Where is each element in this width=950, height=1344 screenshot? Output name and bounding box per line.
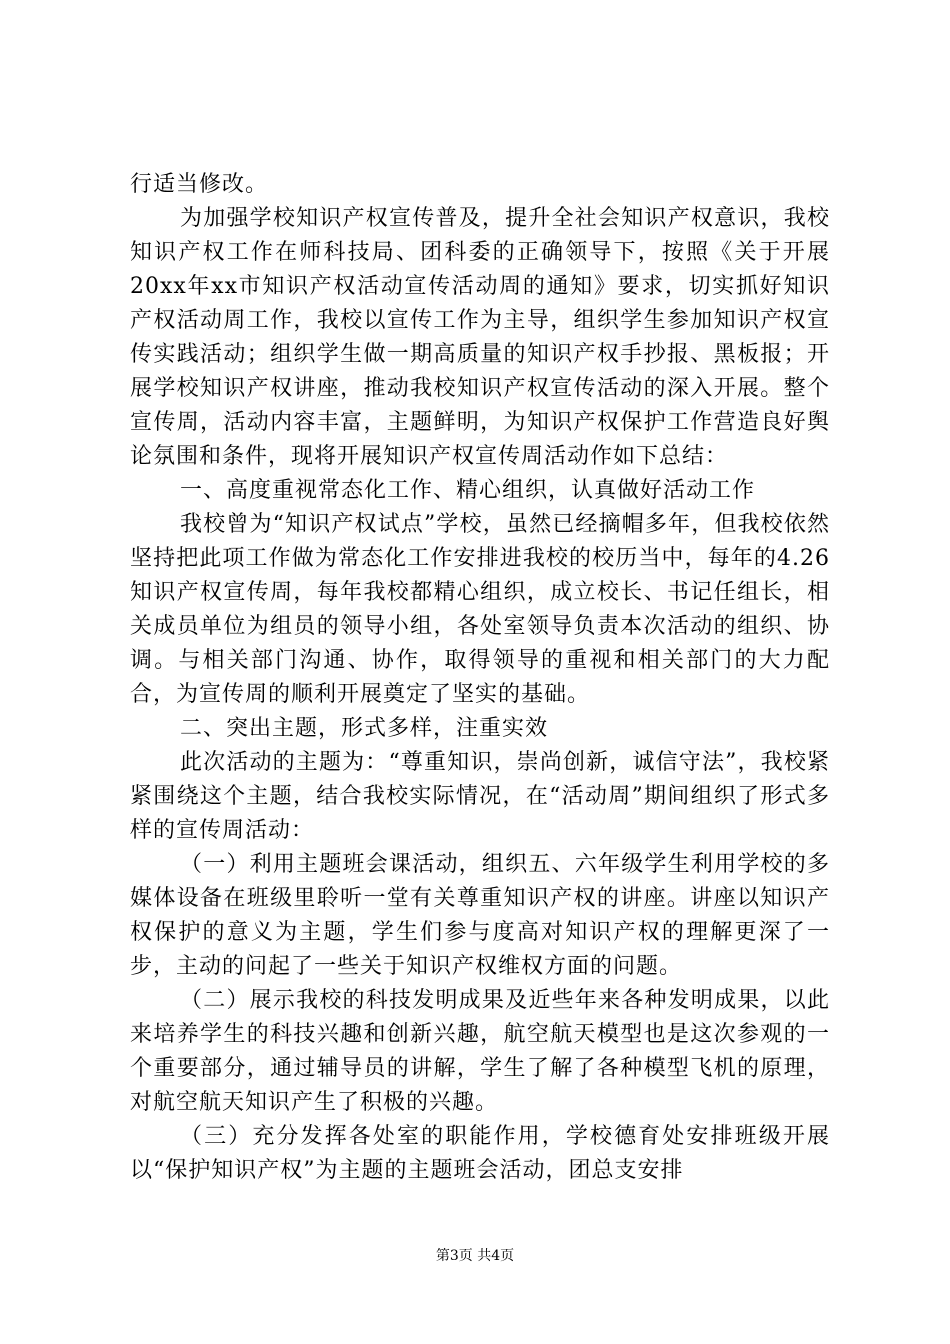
paragraph-item-3: （三）充分发挥各处室的职能作用，学校德育处安排班级开展以“保护知识产权”为主题的主题班会活动，团总支安排	[130, 1124, 830, 1183]
page-number: 第3页 共4页	[435, 1248, 515, 1264]
paragraph-theme: 此次活动的主题为：“尊重知识，崇尚创新，诚信守法”，我校紧紧围绕这个主题，结合我校实际情况，在“活动周”期间组织了形式多样的宣传周活动：	[130, 750, 830, 843]
section-heading-2: 二、突出主题，形式多样，注重实效	[180, 716, 549, 741]
paragraph-section-1: 我校曾为“知识产权试点”学校，虽然已经摘帽多年，但我校依然坚持把此项工作做为常态化工作安排进我校的校历当中，每年的4.26知识产权宣传周，每年我校都精心组织，成立校长、书记任组长，相关成员单位为组员的领导小组，各处室领导负责本次活动的组织、协调。与相关部门沟通、协作，取得领导的重视和相关部门的大力配合，为宣传周的顺利开展奠定了坚实的基础。	[130, 512, 830, 707]
paragraph-item-1: （一）利用主题班会课活动，组织五、六年级学生利用学校的多媒体设备在班级里聆听一堂有关尊重知识产权的讲座。讲座以知识产权保护的意义为主题，学生们参与度高对知识产权的理解更深了一步，主动的问起了一些关于知识产权维权方面的问题。	[130, 852, 830, 979]
document-body	[130, 168, 830, 1188]
paragraph-introduction: 为加强学校知识产权宣传普及，提升全社会知识产权意识，我校知识产权工作在师科技局、团科委的正确领导下，按照《关于开展20xx年xx市知识产权活动宣传活动周的通知》要求，切实抓好知识产权活动周工作，我校以宣传工作为主导，组织学生参加知识产权宣传实践活动；组织学生做一期高质量的知识产权手抄报、黑板报；开展学校知识产权讲座，推动我校知识产权宣传活动的深入开展。整个宣传周，活动内容丰富，主题鲜明，为知识产权保护工作营造良好舆论氛围和条件，现将开展知识产权宣传周活动作如下总结：	[130, 206, 830, 469]
paragraph-continuation: 行适当修改。	[130, 172, 269, 197]
page-footer	[0, 1246, 950, 1266]
section-heading-1: 一、高度重视常态化工作、精心组织，认真做好活动工作	[180, 478, 756, 503]
paragraph-item-2: （二）展示我校的科技发明成果及近些年来各种发明成果，以此来培养学生的科技兴趣和创新兴趣，航空航天模型也是这次参观的一个重要部分，通过辅导员的讲解，学生了解了各种模型飞机的原理，对航空航天知识产生了积极的兴趣。	[130, 988, 830, 1115]
